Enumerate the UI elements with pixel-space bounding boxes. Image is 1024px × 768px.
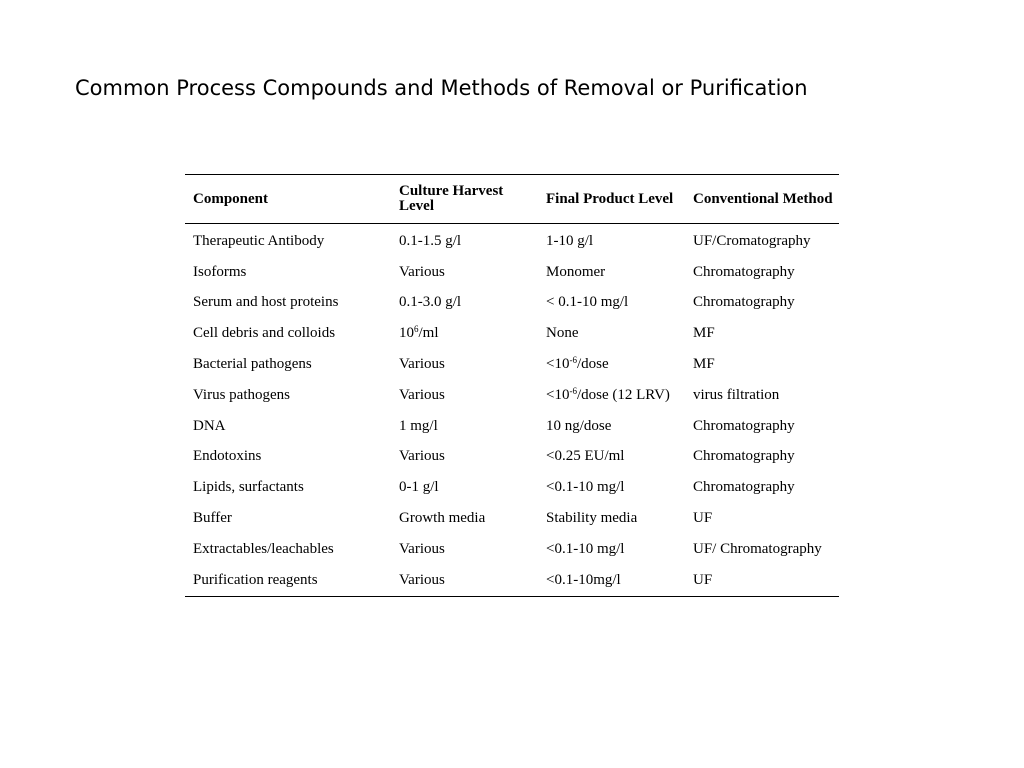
cell-final-product-level: None [546, 325, 579, 342]
value-base: <10 [546, 356, 570, 373]
table-row [185, 380, 839, 411]
value-suffix: /dose [576, 356, 609, 373]
table-row [185, 565, 839, 596]
cell-culture-harvest-level: Various [399, 356, 445, 373]
cell-culture-harvest-level: 0-1 g/l [399, 479, 439, 496]
cell-final-product-level: < 0.1-10 mg/l [546, 294, 629, 311]
cell-culture-harvest-level: Various [399, 571, 445, 588]
value-suffix: /ml [418, 325, 439, 342]
process-compounds-table [185, 174, 839, 597]
cell-component: Isoforms [193, 263, 247, 280]
cell-component: DNA [193, 417, 226, 434]
table-body [185, 224, 839, 597]
value-suffix: /dose (12 LRV) [576, 386, 670, 403]
cell-component: Serum and host proteins [193, 294, 339, 311]
value-exponent: -6 [569, 385, 577, 396]
cell-final-product-level [538, 349, 685, 380]
cell-component: Cell debris and colloids [193, 325, 336, 342]
cell-final-product-level: 1-10 g/l [546, 232, 594, 249]
table-row [185, 534, 839, 565]
cell-final-product-level: <0.1-10 mg/l [546, 479, 625, 496]
cell-conventional-method: Chromatography [693, 448, 795, 465]
table-row [185, 224, 839, 257]
cell-component: Therapeutic Antibody [193, 232, 325, 249]
cell-component: Bacterial pathogens [193, 356, 312, 373]
cell-conventional-method: UF [693, 571, 713, 588]
cell-component: Lipids, surfactants [193, 479, 304, 496]
cell-component: Virus pathogens [193, 386, 291, 403]
cell-culture-harvest-level: 0.1-1.5 g/l [399, 232, 462, 249]
header-conventional-method: Conventional Method [693, 190, 833, 207]
header-row [185, 175, 839, 224]
cell-conventional-method: Chromatography [693, 294, 795, 311]
header-component: Component [193, 190, 269, 207]
table-row [185, 257, 839, 288]
value-exponent: -6 [569, 355, 577, 366]
cell-conventional-method: UF/Cromatography [693, 232, 811, 249]
value-base: <10 [546, 386, 570, 403]
table-row [185, 318, 839, 349]
cell-conventional-method: UF/ Chromatography [693, 540, 822, 557]
table-row [185, 442, 839, 473]
cell-final-product-level: <0.1-10mg/l [546, 571, 621, 588]
value-exponent: 6 [414, 324, 419, 335]
cell-conventional-method: Chromatography [693, 479, 795, 496]
cell-component: Endotoxins [193, 448, 262, 465]
table-header [185, 175, 839, 224]
cell-culture-harvest-level: Various [399, 448, 445, 465]
value-base: 10 [399, 325, 414, 342]
cell-final-product-level: Stability media [546, 510, 638, 527]
header-culture-harvest-level: Culture Harvest Level [399, 183, 504, 214]
cell-component: Buffer [193, 510, 232, 527]
cell-culture-harvest-level: Growth media [399, 510, 486, 527]
cell-component: Purification reagents [193, 571, 318, 588]
cell-conventional-method: MF [693, 356, 715, 373]
header-final-product-level: Final Product Level [546, 190, 674, 207]
cell-conventional-method: Chromatography [693, 263, 795, 280]
cell-culture-harvest-level: Various [399, 386, 445, 403]
table-row [185, 472, 839, 503]
cell-culture-harvest-level: Various [399, 263, 445, 280]
cell-culture-harvest-level: 1 mg/l [399, 417, 438, 434]
cell-final-product-level: <0.25 EU/ml [546, 448, 625, 465]
cell-component: Extractables/leachables [193, 540, 334, 557]
cell-final-product-level: <0.1-10 mg/l [546, 540, 625, 557]
cell-culture-harvest-level [391, 318, 538, 349]
cell-final-product-level: Monomer [546, 263, 606, 280]
cell-conventional-method: UF [693, 510, 713, 527]
cell-culture-harvest-level: 0.1-3.0 g/l [399, 294, 462, 311]
cell-culture-harvest-level: Various [399, 540, 445, 557]
slide-title: Common Process Compounds and Methods of Removal or Purification [75, 76, 808, 100]
table-row [185, 503, 839, 534]
table-row [185, 288, 839, 319]
cell-conventional-method: virus filtration [693, 386, 780, 403]
table-row [185, 411, 839, 442]
cell-conventional-method: Chromatography [693, 417, 795, 434]
table-row [185, 349, 839, 380]
cell-final-product-level: 10 ng/dose [546, 417, 612, 434]
cell-final-product-level [538, 380, 685, 411]
cell-conventional-method: MF [693, 325, 715, 342]
